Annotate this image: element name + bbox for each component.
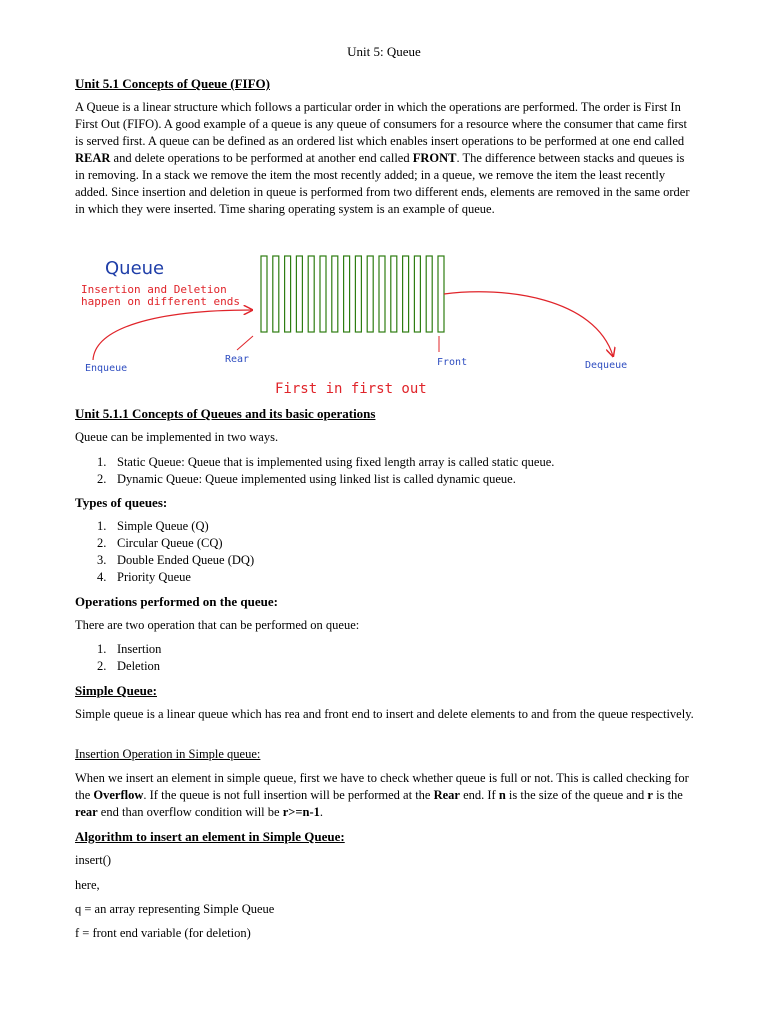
dequeue-label: Dequeue	[585, 360, 628, 371]
algorithm-line: f = front end variable (for deletion)	[75, 926, 251, 940]
front-label: Front	[437, 357, 468, 368]
insertion-paragraph: When we insert an element in simple queue, first we have to check whether queue is full or not. This is called checking for the Overflow. If the queue is not full insertion will be performed at the Rear end. If n is the size of the queue and r is the rear end than overflow condition will be r>=n-1.	[75, 771, 689, 819]
section-heading: Unit 5.1 Concepts of Queue (FIFO)	[75, 76, 270, 91]
enqueue-arrow	[93, 310, 252, 360]
algorithm-heading: Algorithm to insert an element in Simple Queue:	[75, 829, 345, 844]
ops-list	[97, 641, 161, 675]
simple-queue-heading: Simple Queue:	[75, 683, 157, 698]
intro-paragraph: A Queue is a linear structure which follows a particular order in which the operations are performed. The order is First In First Out (FIFO). A good example of a queue is any queue of consumers for a resource where the consumer that came first is served first. A queue can be defined as an ordered list which enables insert operations to be performed at one end called REAR and delete operations to be performed at another end called FRONT. The difference between stacks and queues is in removing. In a stack we remove the item the most recently added; in a queue, we remove the item the least recently added. Since insertion and deletion in queue is performed from two different ends, elements are removed in the same order in which they were inserted. Time sharing operating system is an example of queue.	[75, 100, 690, 216]
queue-cell	[379, 256, 385, 332]
impl-list	[97, 454, 554, 488]
queue-cell	[308, 256, 314, 332]
types-heading: Types of queues:	[75, 495, 168, 510]
diagram-caption-line1: Insertion and Deletion	[81, 283, 227, 296]
queue-cell	[414, 256, 420, 332]
queue-cell	[344, 256, 350, 332]
list-item: 1. Simple Queue (Q)	[97, 519, 209, 533]
diagram-title: Queue	[105, 258, 165, 279]
diagram-caption-line2: happen on different ends	[81, 295, 240, 308]
list-item: 1. Static Queue: Queue that is implemented using fixed length array is called static queue.	[97, 455, 555, 469]
ops-heading: Operations performed on the queue:	[75, 594, 278, 609]
section-heading-2: Unit 5.1.1 Concepts of Queues and its basic operations	[75, 406, 376, 421]
queue-cell	[403, 256, 409, 332]
queue-cell	[426, 256, 432, 332]
page-header: Unit 5: Queue	[347, 44, 421, 59]
queue-cell	[320, 256, 326, 332]
ops-intro: There are two operation that can be performed on queue:	[75, 618, 360, 632]
queue-cell	[391, 256, 397, 332]
algorithm-line: insert()	[75, 853, 112, 867]
simple-queue-paragraph: Simple queue is a linear queue which has rea and front end to insert and delete elements to and from the queue respectively.	[75, 707, 694, 721]
rear-label: Rear	[225, 354, 250, 365]
queue-cell	[285, 256, 291, 332]
queue-cell	[355, 256, 361, 332]
impl-intro: Queue can be implemented in two ways.	[75, 430, 279, 444]
list-item: 2. Deletion	[97, 659, 161, 673]
queue-diagram	[75, 248, 635, 400]
queue-cell	[367, 256, 373, 332]
queue-cell	[273, 256, 279, 332]
queue-cell	[261, 256, 267, 332]
list-item: 2. Dynamic Queue: Queue implemented using linked list is called dynamic queue.	[97, 472, 516, 486]
rear-arrow	[237, 336, 253, 350]
types-list	[97, 518, 254, 586]
queue-cell	[332, 256, 338, 332]
list-item: 3. Double Ended Queue (DQ)	[97, 553, 255, 567]
enqueue-label: Enqueue	[85, 363, 128, 374]
fifo-label: First in first out	[275, 381, 427, 397]
algorithm-line: here,	[75, 878, 100, 892]
queue-cell	[438, 256, 444, 332]
queue-cell	[296, 256, 302, 332]
list-item: 1. Insertion	[97, 642, 162, 656]
insertion-heading: Insertion Operation in Simple queue:	[75, 747, 261, 761]
list-item: 4. Priority Queue	[97, 570, 191, 584]
algorithm-line: q = an array representing Simple Queue	[75, 902, 275, 916]
dequeue-arrow	[444, 292, 613, 356]
queue-cells	[261, 256, 444, 332]
list-item: 2. Circular Queue (CQ)	[97, 536, 223, 550]
